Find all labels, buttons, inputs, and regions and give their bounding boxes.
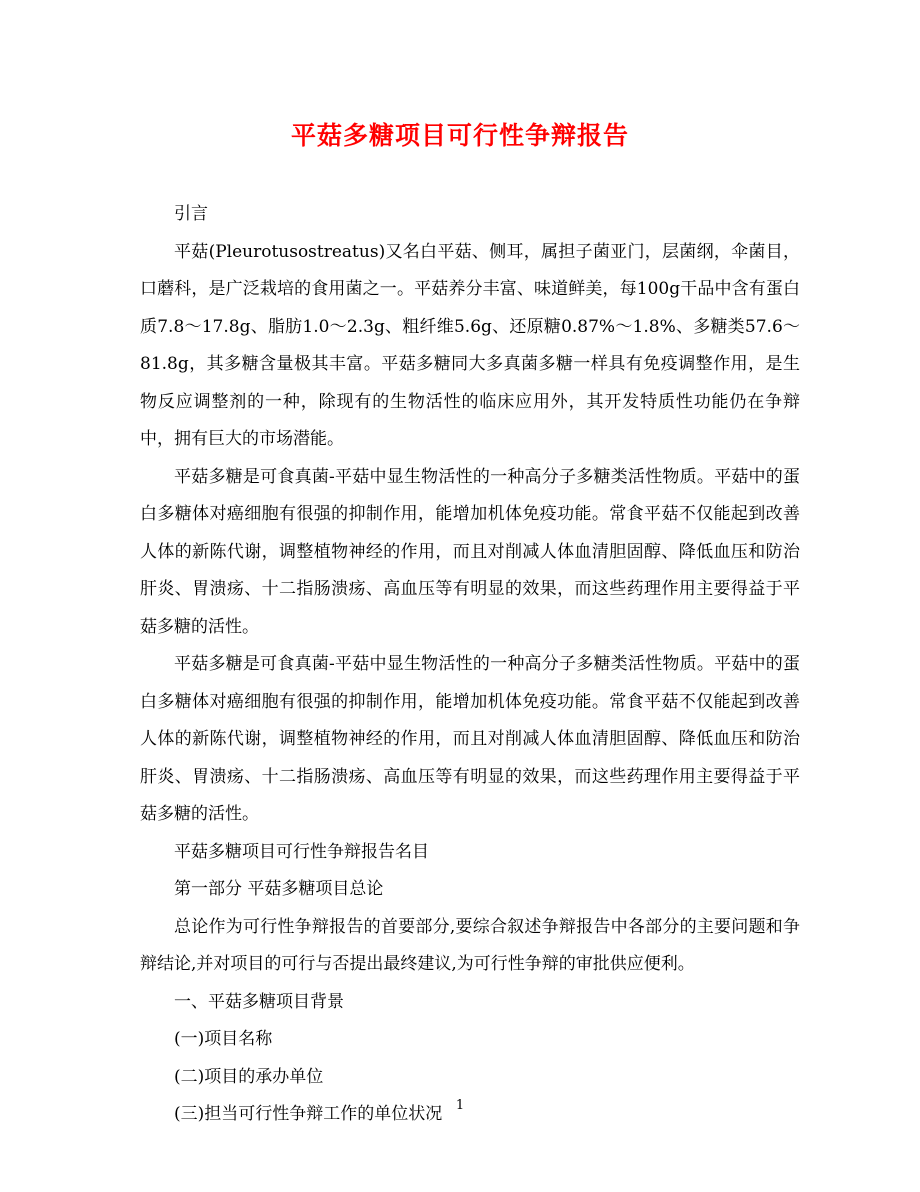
paragraph-intro: 平菇(Pleurotusostreatus)又名白平菇、侧耳，属担子菌亚门，层菌纲，伞菌目，口蘑科，是广泛栽培的食用菌之一。平菇养分丰富、味道鲜美，每100g干品中含有蛋白质7.8～17.8g、脂肪1.0～2.3g、粗纤维5.6g、还原糖0.87%～1.8%、多糖类57.6～81.8g，其多糖含量极其丰富。平菇多糖同大多真菌多糖一样具有免疫调整作用，是生物反应调整剂的一种，除现有的生物活性的临床应用外，其开发特质性功能仍在争辩中，拥有巨大的市场潜能。 [140,241,800,449]
toc-heading: 平菇多糖项目可行性争辩报告名目 [174,841,429,862]
item-research-unit-status: (三)担当可行性争辩工作的单位状况 [174,1104,443,1124]
paragraph-polysaccharide-1: 平菇多糖是可食真菌-平菇中显生物活性的一种高分子多糖类活性物质。平菇中的蛋白多糖体对癌细胞有很强的抑制作用，能增加机体免疫功能。常食平菇不仅能起到改善人体的新陈代谢，调整植物神经的作用，而且对削减人体血清胆固醇、降低血压和防治肝炎、胃溃疡、十二指肠溃疡、高血压等有明显的效果，而这些药理作用主要得益于平菇多糖的活性。 [140,466,800,637]
document-body [140,196,800,1134]
part-one-heading: 第一部分 平菇多糖项目总论 [174,879,384,899]
paragraph-polysaccharide-2: 平菇多糖是可食真菌-平菇中显生物活性的一种高分子多糖类活性物质。平菇中的蛋白多糖体对癌细胞有很强的抑制作用，能增加机体免疫功能。常食平菇不仅能起到改善人体的新陈代谢，调整植物神经的作用，而且对削减人体血清胆固醇、降低血压和防治肝炎、胃溃疡、十二指肠溃疡、高血压等有明显的效果，而这些药理作用主要得益于平菇多糖的活性。 [140,654,800,824]
intro-heading: 引言 [174,204,208,224]
overview-paragraph: 总论作为可行性争辩报告的首要部分,要综合叙述争辩报告中各部分的主要问题和争辩结论,并对项目的可行与否提出最终建议,为可行性争辩的审批供应便利。 [140,916,800,974]
page-number: 1 [455,1098,465,1113]
document-title: 平菇多糖项目可行性争辩报告 [290,121,629,150]
item-project-name: (一)项目名称 [174,1029,273,1049]
item-undertaking-unit: (二)项目的承办单位 [174,1066,324,1087]
section-one-heading: 一、平菇多糖项目背景 [174,991,344,1012]
